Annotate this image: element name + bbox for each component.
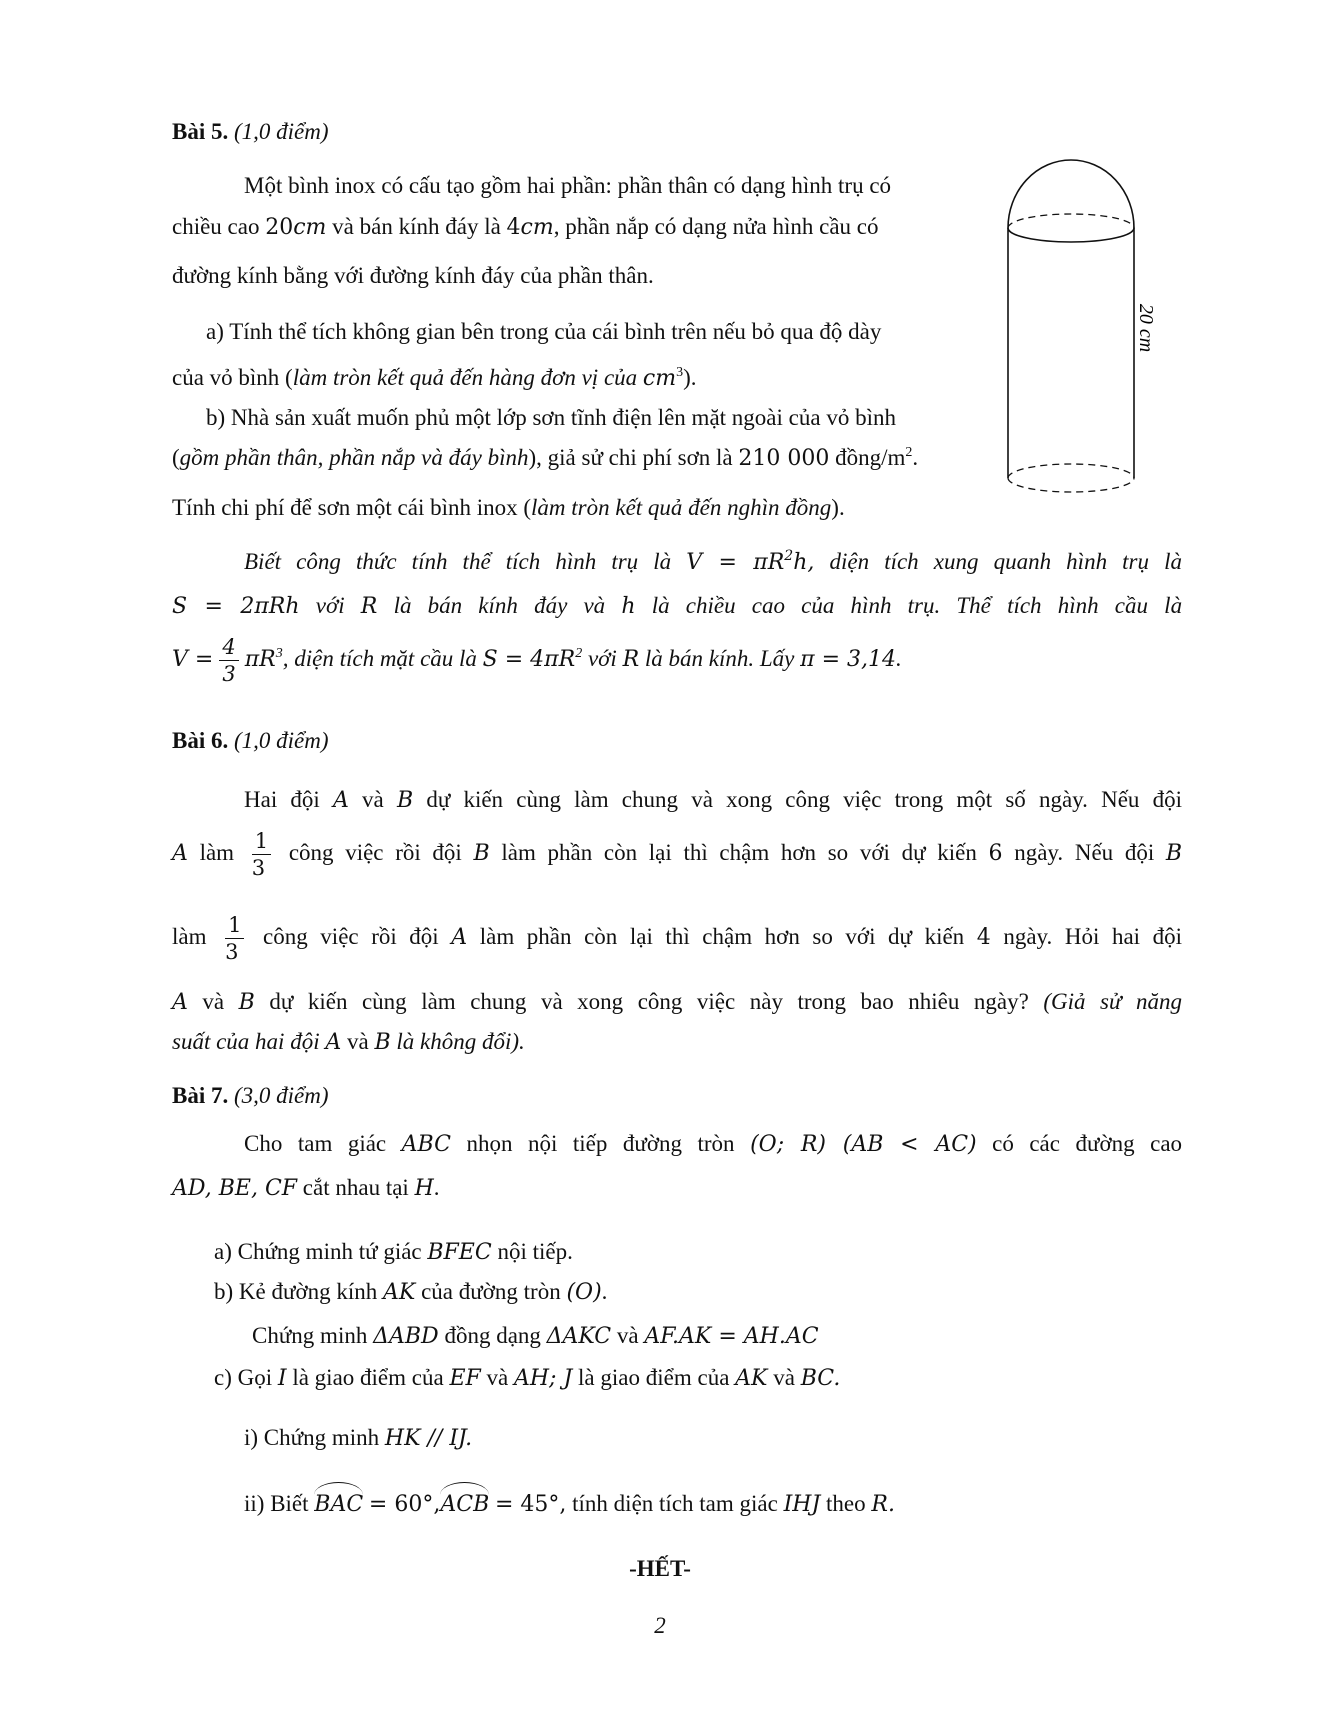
bai6-points: (1,0 điểm) (233, 728, 329, 753)
text: là bán kính đáy và (393, 593, 606, 618)
text: làm phần còn lại thì chậm hơn so với dự kiến (479, 923, 965, 949)
denominator: 3 (222, 662, 236, 686)
text: đồng dạng (444, 1323, 541, 1348)
fraction-four-thirds (219, 634, 238, 687)
var-h: h (621, 594, 636, 619)
denominator: 3 (251, 856, 266, 880)
lid-dashed-rim (1008, 214, 1134, 228)
text: ). (831, 495, 845, 520)
text: diện tích xung quanh hình trụ là (829, 549, 1183, 574)
bai7-part-c-ii (244, 1490, 895, 1519)
diameter-ak: AK (383, 1280, 416, 1305)
numerator: 1 (252, 828, 271, 855)
bai7-line-1 (244, 1130, 1182, 1159)
text: là bán kính. Lấy (644, 645, 795, 671)
var-r: R (622, 646, 640, 672)
triangle-ihj: IHJ (783, 1492, 821, 1517)
bai6-heading: Bài 6. (172, 728, 229, 753)
triangle-abc: ABC (401, 1132, 451, 1157)
text: làm tròn kết quả đến nghìn đồng (531, 495, 832, 520)
unit: cm (642, 366, 677, 391)
parallel-statement: HK // IJ. (384, 1426, 473, 1451)
segment-bc: BC. (800, 1366, 841, 1391)
text: nhọn nội tiếp đường tròn (466, 1131, 735, 1156)
formula-lateral-area: S = 2πRh (172, 594, 300, 619)
bai6-line-2 (172, 828, 1182, 881)
bai7-heading: Bài 7. (172, 1083, 229, 1108)
part-a-label: a) (206, 319, 224, 344)
numerator: 1 (225, 912, 244, 939)
text: có các đường cao (992, 1131, 1183, 1156)
exponent: 3 (676, 365, 684, 380)
text: . (601, 1279, 608, 1304)
text: , diện tích mặt cầu là (282, 645, 477, 671)
text: (Giả sử năng (1043, 989, 1183, 1014)
text: là giao điểm của (292, 1365, 444, 1390)
bai5-part-b-line-1 (206, 404, 896, 433)
text: làm (172, 923, 207, 949)
formula-part: V = (172, 646, 214, 672)
circle-condition: (O; R) (AB < AC) (750, 1132, 977, 1157)
text: với (315, 593, 345, 618)
point-h: H (414, 1176, 434, 1201)
var-r: R. (871, 1492, 895, 1517)
part-b-label: b) (206, 405, 226, 430)
cost-value: 210 000 (738, 446, 830, 471)
bai5-intro-line-1: Một bình inox có cấu tạo gồm hai phần: phần thân có dạng hình trụ có (244, 173, 892, 198)
text: là chiều cao của hình trụ. Thể tích hình cầu là (651, 593, 1183, 618)
days-value: 6 (988, 840, 1003, 866)
text: cắt nhau tại (302, 1175, 409, 1200)
text: và bán kính đáy là (332, 214, 501, 239)
segment-ah-point-j: AH; J (513, 1366, 573, 1391)
text: ). (683, 365, 697, 390)
text: là không đổi). (396, 1029, 525, 1054)
base-dashed-back (1008, 464, 1134, 478)
text: của vỏ bình ( (172, 365, 293, 390)
text: Gọi (237, 1365, 273, 1390)
bai7-part-b-line-1 (214, 1278, 607, 1307)
bai5-note-line-3 (172, 634, 902, 687)
team-b: B (374, 1030, 391, 1055)
text: và (346, 1029, 369, 1054)
page-number: 2 (654, 1613, 666, 1638)
text: và (202, 989, 225, 1014)
team-a: A (325, 1030, 342, 1055)
text: Nhà sản xuất muốn phủ một lớp sơn tĩnh điện lên mặt ngoài của vỏ bình (230, 405, 896, 430)
part-a-label: a) (214, 1239, 232, 1264)
bai5-note-line-2 (172, 592, 1182, 621)
exponent: 2 (784, 548, 794, 564)
bai7-part-b-line-2 (252, 1322, 819, 1351)
text: với (587, 645, 617, 671)
quad-bfec: BFEC (427, 1240, 492, 1265)
unit: cm (293, 215, 327, 240)
text: và (773, 1365, 795, 1390)
angle-acb-value: = 45°, (494, 1492, 567, 1517)
fraction-one-third (252, 828, 271, 881)
bai7-points: (3,0 điểm) (233, 1083, 329, 1108)
exponent: 2 (905, 445, 913, 460)
team-a: A (172, 840, 188, 866)
radius-value: 4 (506, 215, 521, 240)
denominator: 3 (225, 940, 239, 964)
text: suất của hai đội (172, 1029, 320, 1054)
text: và (486, 1365, 509, 1390)
triangle-akc: ΔAKC (546, 1324, 612, 1349)
part-b-label: b) (214, 1279, 234, 1304)
height-value: 20 (265, 215, 294, 240)
var-r: R (360, 594, 378, 619)
text: ( (172, 445, 180, 470)
text: ), giả sử chi phí sơn là (528, 445, 733, 470)
bai5-heading-line (172, 118, 329, 147)
segment-ef: EF (449, 1366, 481, 1391)
text: của đường tròn (421, 1279, 561, 1304)
bai5-note-line-1 (244, 548, 1182, 577)
bai5-part-a-line-2 (172, 364, 697, 393)
text: chiều cao (172, 214, 260, 239)
text: Tính chi phí để sơn một cái bình inox ( (172, 495, 532, 520)
point-i: I (277, 1366, 287, 1391)
segment-ak: AK (735, 1366, 768, 1391)
bai5-part-b-line-3 (172, 494, 845, 523)
formula-sphere-area: S = 4πR (482, 646, 576, 672)
bai7-heading-line (172, 1082, 329, 1111)
part-c-label: c) (214, 1365, 232, 1390)
text: i) Chứng minh (244, 1425, 380, 1450)
angle-bac-value: = 60°, (368, 1492, 441, 1517)
equation: AF.AK = AH.AC (644, 1324, 819, 1349)
cylinder-top-rim (1008, 228, 1134, 242)
bai5-intro-line-3: đường kính bằng với đường kính đáy của phần thân. (172, 263, 654, 288)
text: làm tròn kết quả đến hàng đơn vị của (292, 365, 638, 390)
team-b: B (238, 990, 255, 1015)
text: và (616, 1323, 639, 1348)
exponent: 2 (575, 645, 583, 661)
text: ngày. Nếu đội (1014, 839, 1155, 865)
text: Hai đội (244, 787, 320, 812)
cylinder-figure (1000, 160, 1157, 510)
text: công việc rồi đội (263, 923, 439, 949)
bai6-line-5 (172, 1028, 525, 1057)
text: , phần nắp có dạng nửa hình cầu có (553, 214, 879, 239)
text: dự kiến cùng làm chung và xong công việc trong một số ngày. Nếu đội (426, 787, 1183, 812)
team-b: B (1165, 840, 1183, 866)
base-dashed-front (1008, 478, 1134, 492)
bai6-line-1 (244, 786, 1182, 815)
text: là giao điểm của (578, 1365, 730, 1390)
bai6-line-4 (172, 988, 1182, 1017)
text: gồm phần thân, phần nắp và đáy bình (179, 445, 529, 470)
pi-value: π = 3,14 (800, 646, 897, 672)
text: tính diện tích tam giác (572, 1491, 778, 1516)
exponent: 3 (275, 645, 283, 661)
text: ii) Biết (244, 1491, 309, 1516)
text: Chứng minh tứ giác (237, 1239, 422, 1264)
fraction-one-third (225, 912, 244, 965)
bai7-part-c (214, 1364, 840, 1393)
formula-part: V = πR (686, 550, 785, 575)
bai7-part-c-i (244, 1424, 472, 1453)
text: dự kiến cùng làm chung và xong công việc này trong bao nhiêu ngày? (269, 989, 1029, 1014)
team-a: A (172, 990, 188, 1015)
circle-o: (O) (566, 1280, 602, 1305)
bai5-intro-line-2 (172, 213, 879, 242)
text: làm (199, 839, 235, 865)
formula-part: h, (793, 550, 815, 575)
formula-part: πR (244, 646, 276, 672)
text: và (362, 787, 384, 812)
days-value: 4 (976, 924, 991, 950)
text: . (912, 445, 919, 470)
text: Chứng minh (252, 1323, 368, 1348)
formula-cylinder-volume (686, 550, 814, 575)
team-b: B (396, 788, 414, 813)
text: Kẻ đường kính (238, 1279, 378, 1304)
bai7-part-a (214, 1238, 573, 1267)
bai5-points: (1,0 điểm) (233, 119, 329, 144)
text: làm phần còn lại thì chậm hơn so với dự kiến (501, 839, 977, 865)
angle-bac: BAC (314, 1492, 364, 1517)
numerator: 4 (219, 634, 238, 661)
text: Cho tam giác (244, 1131, 387, 1156)
bai6-line-3 (172, 912, 1182, 965)
unit: cm (520, 215, 554, 240)
team-a: A (332, 788, 349, 813)
end-marker: -HẾT- (629, 1556, 691, 1581)
bai5-part-a-line-1 (206, 318, 881, 347)
text: nội tiếp. (497, 1239, 573, 1264)
triangle-abd: ΔABD (373, 1324, 439, 1349)
text: ngày. Hỏi hai đội (1003, 923, 1183, 949)
bai7-line-2 (172, 1174, 440, 1203)
angle-acb: ACB (440, 1492, 490, 1517)
text: . (433, 1175, 440, 1200)
text: công việc rồi đội (288, 839, 462, 865)
altitudes: AD, BE, CF (172, 1176, 298, 1201)
bai5-part-b-line-2 (172, 444, 918, 473)
height-label: 20 cm (1135, 303, 1157, 353)
text: theo (826, 1491, 866, 1516)
text: . (896, 645, 902, 671)
team-b: B (473, 840, 490, 866)
text: Tính thể tích không gian bên trong của cái bình trên nếu bỏ qua độ dày (229, 319, 882, 344)
text: Biết công thức tính thể tích hình trụ là (244, 549, 672, 574)
bai5-heading: Bài 5. (172, 119, 229, 144)
bai6-heading-line (172, 727, 329, 756)
text: đồng/m (835, 445, 906, 470)
team-a: A (451, 924, 468, 950)
